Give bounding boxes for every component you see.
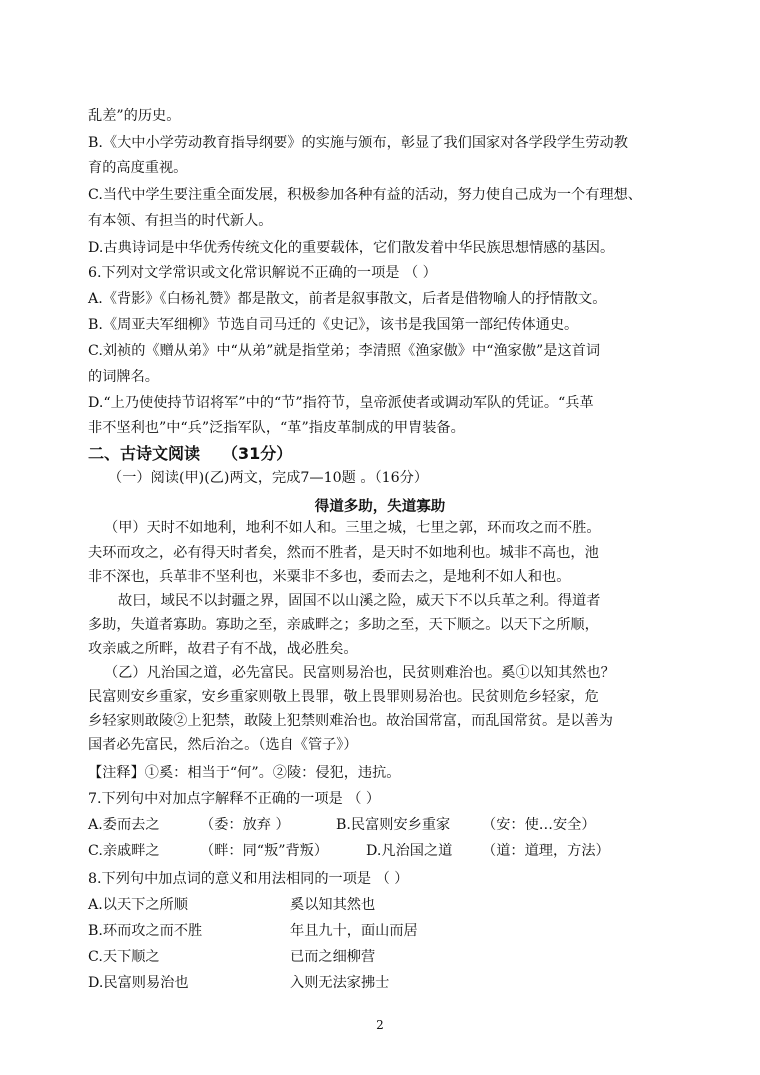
q6-option-c-line: C.刘祯的《赠从弟》中“从弟”就是指堂弟；李清照《渔家傲》中“渔家傲”是这首词 [88,343,601,359]
passage-title: 得道多助，失道寡助 [314,499,446,515]
passage-jia-line: 攻亲戚之所畔，故君子有不战，战必胜矣。 [88,641,358,657]
q8-option-c-left: C.天下顺之 [88,949,160,965]
section-score: （31分） [222,444,293,463]
q8-option-b-left: B.环而攻之而不胜 [88,923,203,939]
q6-stem: 6.下列对文学常识或文化常识解说不正确的一项是 （ ） [88,265,437,281]
passage-jia-line: 非不深也，兵革非不坚利也，米粟非不多也，委而去之，是地利不如人和也。 [88,569,571,585]
q8-option-c-right: 已而之细柳营 [290,949,376,965]
q6-option-b: B.《周亚夫军细柳》节选自司马迁的《史记》，该书是我国第一部纪传体通史。 [88,317,579,333]
q7-option-d: D.凡治国之道 [366,843,453,859]
q5-option-d-line: D.古典诗词是中华优秀传统文化的重要载体，它们散发着中华民族思想情感的基因。 [88,240,615,256]
annotation-note: 【注释】①奚：相当于“何”。②陵：侵犯，违抗。 [88,765,401,781]
section-heading [88,441,292,464]
passage-yi-line: （乙）凡治国之道，必先富民。民富则易治也，民贫则难治也。奚①以知其然也？ [104,665,615,681]
section-title: 二、古诗文阅读 [88,444,201,463]
passage-jia-line: （甲）天时不如地利，地利不如人和。三里之城，七里之郭，环而攻之而不胜。 [104,520,601,536]
q7-option-a: A.委而去之 [88,817,160,833]
q7-option-a-gloss: （委：放弃 ） [200,817,290,833]
q6-option-d-line: 非不坚利也”中“兵”泛指军队，“革”指皮革制成的甲胄装备。 [88,420,465,436]
q5-option-b-line: B.《大中小学劳动教育指导纲要》的实施与颁布，彰显了我们国家对各学段学生劳动教 [88,135,628,151]
passage-jia-line: 夫环而攻之，必有得天时者矣，然而不胜者，是天时不如地利也。城非不高也，池 [88,545,599,561]
q8-stem: 8.下列句中加点词的意义和用法相同的一项是 （ ） [88,871,409,887]
passage-yi-line: 乡轻家则敢陵②上犯禁，敢陵上犯禁则难治也。故治国常富，而乱国常贫。是以善为 [88,713,613,729]
passage-yi-line: 民富则安乡重家，安乡重家则敬上畏罪，敬上畏罪则易治也。民贫则危乡轻家，危 [88,689,599,705]
q5-option-c-line: 有本领、有担当的时代新人。 [88,213,273,229]
sub-instruction: （一）阅读(甲)(乙)两文，完成7—10题 。（16分） [108,470,429,486]
q5-option-b-line: 育的高度重视。 [88,160,188,176]
q8-option-d-right: 入则无法家拂士 [290,975,390,991]
q5-option-c-line: C.当代中学生要注重全面发展，积极参加各种有益的活动，努力使自己成为一个有理想、 [88,187,642,203]
q7-stem: 7.下列句中对加点字解释不正确的一项是 （ ） [88,791,381,807]
page-number: 2 [376,1018,384,1032]
passage-jia-line: 多助，失道者寡助。寡助之至，亲戚畔之；多助之至，天下顺之。以天下之所顺， [88,617,599,633]
q7-option-d-gloss: （道：道理，方法） [482,843,610,859]
q7-option-b-gloss: （安：使…安全） [482,817,596,833]
q8-option-b-right: 年且九十，面山而居 [290,923,418,939]
q7-option-c-gloss: （畔：同“叛”背叛） [200,843,329,859]
q8-option-a-left: A.以天下之所顺 [88,897,188,913]
q7-option-b: B.民富则安乡重家 [336,817,451,833]
q5-line: 乱差”的历史。 [88,108,181,124]
passage-yi-line: 国者必先富民，然后治之。（选自《管子》） [88,737,358,753]
q8-option-d-left: D.民富则易治也 [88,975,189,991]
passage-jia-line: 故曰，域民不以封疆之界，固国不以山溪之险，威天下不以兵革之利。得道者 [118,593,601,609]
q8-option-a-right: 奚以知其然也 [290,897,376,913]
q6-option-a: A.《背影》《白杨礼赞》都是散文，前者是叙事散文，后者是借物喻人的抒情散文。 [88,291,607,307]
q6-option-d-line: D.“上乃使使持节诏将军”中的“节”指符节，皇帝派使者或调动军队的凭证。“兵革 [88,395,594,411]
q7-option-c: C.亲戚畔之 [88,843,160,859]
q6-option-c-line: 的词牌名。 [88,369,159,385]
